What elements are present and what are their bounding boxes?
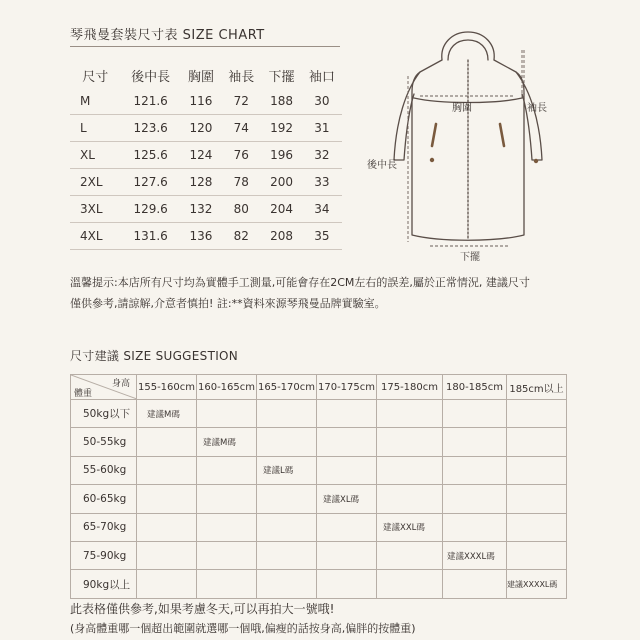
cell-cuff: 35 <box>302 223 342 250</box>
notice-line-1: 溫馨提示:本店所有尺寸均為實體手工測量,可能會存在2CM左右的誤差,屬於正常情況, 建議尺寸 <box>70 276 530 289</box>
recommendation-cell: 建議XL碼 <box>317 485 377 513</box>
height-header: 155-160cm <box>137 375 197 400</box>
size-chart-table <box>70 62 342 250</box>
cell-size: 3XL <box>70 196 120 223</box>
diagram-label-hem: 下擺 <box>460 252 480 263</box>
height-header: 170-175cm <box>317 375 377 400</box>
cell-sleeve: 74 <box>221 115 261 142</box>
cell-back-length: 123.6 <box>120 115 180 142</box>
cell-back-length: 131.6 <box>120 223 180 250</box>
diagram-label-sleeve: 袖長 <box>527 103 547 114</box>
recommendation-cell: 建議L碼 <box>257 456 317 484</box>
cell-chest: 136 <box>181 223 221 250</box>
cell-size: M <box>70 88 120 115</box>
height-header: 180-185cm <box>443 375 507 400</box>
cell-chest: 116 <box>181 88 221 115</box>
recommendation-cell: 建議M碼 <box>197 428 257 456</box>
header-chest: 胸圍 <box>187 69 214 85</box>
table-row <box>71 400 567 428</box>
cell-hem: 204 <box>261 196 301 223</box>
cell-chest: 128 <box>181 169 221 196</box>
cell-sleeve: 78 <box>221 169 261 196</box>
footer-subnote: (身高體重哪一個超出範圍就選哪一個哦,偏瘦的話按身高,偏胖的按體重) <box>70 622 416 635</box>
size-suggestion-table <box>70 374 567 599</box>
table-row <box>71 541 567 569</box>
height-header: 185cm以上 <box>507 375 567 400</box>
suggestion-title: 尺寸建議 SIZE SUGGESTION <box>70 349 239 363</box>
cell-hem: 200 <box>261 169 301 196</box>
size-chart-header-row <box>70 62 342 88</box>
recommendation-cell: 建議XXXL碼 <box>443 541 507 569</box>
cell-hem: 192 <box>261 115 301 142</box>
cell-hem: 188 <box>261 88 301 115</box>
weight-label: 60-65kg <box>71 485 137 513</box>
table-row <box>70 88 342 115</box>
corner-height-label: 身高 <box>111 379 130 389</box>
table-row <box>71 485 567 513</box>
weight-label: 65-70kg <box>71 513 137 541</box>
cell-chest: 120 <box>181 115 221 142</box>
corner-weight-label: 體重 <box>74 389 93 399</box>
header-size: 尺寸 <box>82 69 109 85</box>
cell-back-length: 121.6 <box>120 88 180 115</box>
weight-label: 50kg以下 <box>71 400 137 428</box>
table-row <box>70 223 342 250</box>
cell-size: XL <box>70 142 120 169</box>
cell-cuff: 33 <box>302 169 342 196</box>
table-row <box>70 169 342 196</box>
table-row <box>70 196 342 223</box>
header-sleeve: 袖長 <box>228 69 255 85</box>
table-row <box>71 456 567 484</box>
cell-sleeve: 80 <box>221 196 261 223</box>
cell-cuff: 32 <box>302 142 342 169</box>
title-divider <box>70 46 340 47</box>
table-row <box>71 513 567 541</box>
notice-line-2: 僅供參考,請諒解,介意者慎拍! 註:**資料來源琴飛曼品牌實驗室。 <box>70 297 386 310</box>
recommendation-cell: 建議XXXXL碼 <box>507 570 567 598</box>
table-row <box>71 428 567 456</box>
corner-cell <box>71 375 137 400</box>
table-row <box>70 142 342 169</box>
cell-size: L <box>70 115 120 142</box>
header-back-length: 後中長 <box>131 69 171 85</box>
weight-label: 55-60kg <box>71 456 137 484</box>
cell-chest: 132 <box>181 196 221 223</box>
header-cuff: 袖口 <box>308 69 335 85</box>
cell-cuff: 34 <box>302 196 342 223</box>
coat-diagram <box>360 20 570 265</box>
footer-note: 此表格僅供參考,如果考慮冬天,可以再拍大一號哦! <box>70 602 335 616</box>
suggestion-header-row <box>71 375 567 400</box>
cell-cuff: 30 <box>302 88 342 115</box>
table-row <box>71 570 567 598</box>
cell-sleeve: 82 <box>221 223 261 250</box>
cell-chest: 124 <box>181 142 221 169</box>
cell-hem: 196 <box>261 142 301 169</box>
height-header: 165-170cm <box>257 375 317 400</box>
cell-hem: 208 <box>261 223 301 250</box>
weight-label: 90kg以上 <box>71 570 137 598</box>
cell-sleeve: 72 <box>221 88 261 115</box>
height-header: 160-165cm <box>197 375 257 400</box>
weight-label: 50-55kg <box>71 428 137 456</box>
cell-back-length: 125.6 <box>120 142 180 169</box>
cell-sleeve: 76 <box>221 142 261 169</box>
diagram-label-back-length: 後中長 <box>367 160 397 171</box>
cell-size: 2XL <box>70 169 120 196</box>
cell-cuff: 31 <box>302 115 342 142</box>
measurement-notice <box>70 272 570 314</box>
recommendation-cell: 建議XXL碼 <box>377 513 443 541</box>
header-hem: 下擺 <box>268 69 295 85</box>
cell-back-length: 127.6 <box>120 169 180 196</box>
height-header: 175-180cm <box>377 375 443 400</box>
recommendation-cell: 建議M碼 <box>137 400 197 428</box>
cell-size: 4XL <box>70 223 120 250</box>
cell-back-length: 129.6 <box>120 196 180 223</box>
table-row <box>70 115 342 142</box>
weight-label: 75-90kg <box>71 541 137 569</box>
size-chart-title: 琴飛曼套裝尺寸表 SIZE CHART <box>70 28 265 43</box>
diagram-label-chest: 胸圍 <box>452 103 472 114</box>
